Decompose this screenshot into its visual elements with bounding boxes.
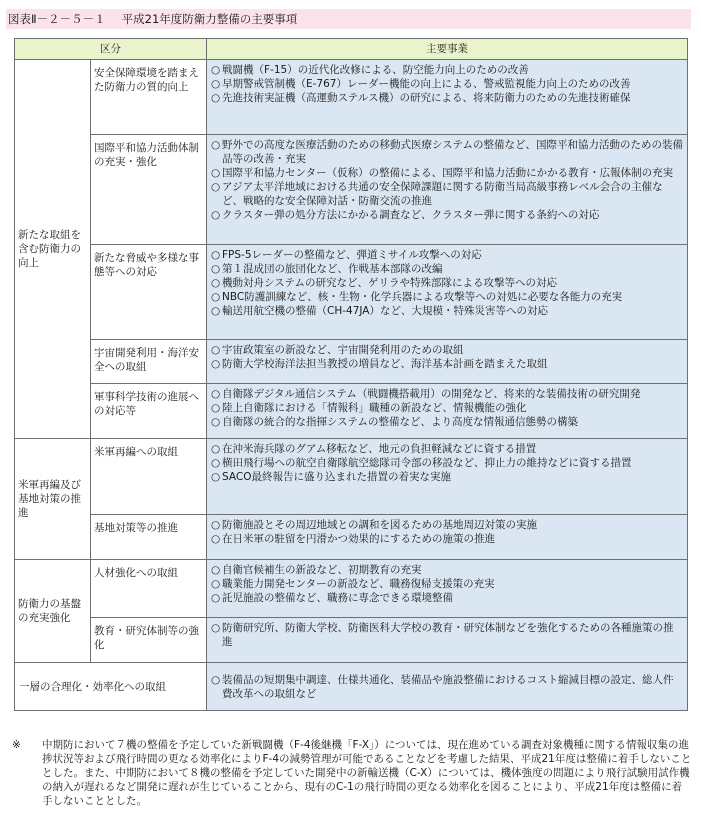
list-item <box>211 591 683 605</box>
category-cell: 防衛力の基盤の充実強化 <box>15 560 91 663</box>
subcategory-cell: 安全保障環境を踏まえた防衛力の質的向上 <box>91 60 207 135</box>
list-item-text: 在日米軍の駐留を円滑かつ効果的にするための施策の推進 <box>222 533 495 545</box>
list-item-text: 横田飛行場への航空自衛隊航空総隊司令部の移設など、抑止力の維持などに資する措置 <box>222 457 632 469</box>
table-row <box>15 439 688 515</box>
bullet-mark: ○ <box>211 533 221 545</box>
subcategory-cell: 人材強化への取組 <box>91 560 207 618</box>
table-row <box>15 340 688 384</box>
list-item-text: 防衛施設とその周辺地域との調和を図るための基地周辺対策の実施 <box>222 519 537 531</box>
list-item-text: 輸送用航空機の整備（CH-47JA）など、大規模・特殊災害等への対応 <box>222 305 548 317</box>
list-item <box>211 304 683 318</box>
figure-title: 平成21年度防衛力整備の主要事項 <box>121 12 298 26</box>
table-row <box>15 245 688 340</box>
list-item-text: 装備品の短期集中調達、仕様共通化、装備品や施設整備におけるコスト縮減目標の設定、総人件費改革への取組など <box>222 673 674 700</box>
bullet-mark: ○ <box>211 402 221 414</box>
bullet-mark: ○ <box>211 64 221 76</box>
list-item <box>211 563 683 577</box>
bullet-mark: ○ <box>211 673 221 686</box>
subcategory-cell: 教育・研究体制等の強化 <box>91 618 207 663</box>
bullet-mark: ○ <box>211 416 221 428</box>
bullet-mark: ○ <box>211 358 221 370</box>
list-item <box>211 577 683 591</box>
list-item <box>211 138 683 166</box>
table-row <box>15 515 688 560</box>
bullet-mark: ○ <box>211 564 221 576</box>
header-main: 主要事業 <box>207 39 688 60</box>
figure-title-bar <box>6 9 691 29</box>
list-item <box>211 442 683 456</box>
subcategory-cell: 米軍再編への取組 <box>91 439 207 515</box>
list-item-text: 防衛大学校海洋法担当教授の増員など、海洋基本計画を踏まえた取組 <box>222 358 548 370</box>
list-item <box>211 532 683 546</box>
list-item <box>211 63 683 77</box>
table-row <box>15 135 688 245</box>
list-item <box>211 401 683 415</box>
list-item-text: 職業能力開発センターの新設など、職務復帰支援策の充実 <box>222 578 495 590</box>
bullet-mark: ○ <box>211 578 221 590</box>
category-cell: 一層の合理化・効率化への取組 <box>15 663 207 711</box>
list-item-text: FPS-5レーダーの整備など、弾道ミサイル攻撃への対応 <box>222 249 482 261</box>
bullet-mark: ○ <box>211 457 221 469</box>
list-item-text: 自衛隊デジタル通信システム（戦闘機搭載用）の開発など、将来的な装備技術の研究開発 <box>222 388 641 400</box>
footnote-text: 中期防において７機の整備を予定していた新戦闘機（F-4後継機「F-X」）については、現在進めている調査対象機種に関する情報収集の進捗状況等および飛行時間の更なる効率化によりF-4の減勢管理が可能であることなどを考慮した結果、平成21年度は整備に着手しないこととした。また、中期防において８機の整備を予定していた開発中の新輸送機（C-X）については、機体強度の問題により飛行試験用試作機の納入が遅れるなど開発に遅れが生じていることから、現有のC-1の飛行時間の更なる効率化を図ることにより、平成21年度は整備に着手しないこととした。 <box>42 739 692 807</box>
list-item-text: 野外での高度な医療活動のための移動式医療システムの整備など、国際平和協力活動のための装備品等の改善・充実 <box>222 139 683 165</box>
bullet-mark: ○ <box>211 139 221 151</box>
list-item <box>211 208 683 222</box>
list-item <box>211 343 683 357</box>
list-item <box>211 357 683 371</box>
list-item <box>211 518 683 532</box>
list-item <box>211 456 683 470</box>
bullet-mark: ○ <box>211 344 221 356</box>
list-item-text: NBC防護訓練など、核・生物・化学兵器による攻撃等への対処に必要な各能力の充実 <box>222 291 623 303</box>
table-header-row <box>15 39 688 60</box>
list-item-text: 自衛官候補生の新設など、初期教育の充実 <box>222 564 422 576</box>
list-item-text: 早期警戒管制機（E-767）レーダー機能の向上による、警戒監視能力向上のための改善 <box>222 78 631 90</box>
bullet-mark: ○ <box>211 622 221 634</box>
main-items-cell <box>207 560 688 618</box>
list-item-text: SACO最終報告に盛り込まれた措置の着実な実施 <box>222 471 451 483</box>
table-row <box>15 384 688 439</box>
list-item-text: 第１混成団の旅団化など、作戦基本部隊の改編 <box>222 263 443 275</box>
category-cell: 米軍再編及び基地対策の推進 <box>15 439 91 560</box>
list-item <box>211 673 683 701</box>
subcategory-cell: 軍事科学技術の進展への対応等 <box>91 384 207 439</box>
bullet-mark: ○ <box>211 443 221 455</box>
table-row <box>15 663 688 711</box>
bullet-mark: ○ <box>211 263 221 275</box>
table-row <box>15 618 688 663</box>
bullet-mark: ○ <box>211 181 221 193</box>
list-item <box>211 262 683 276</box>
list-item-text: 宇宙政策室の新設など、宇宙開発利用のための取組 <box>222 344 464 356</box>
main-items-cell <box>207 515 688 560</box>
main-items-cell <box>207 618 688 663</box>
bullet-mark: ○ <box>211 305 221 317</box>
figure-label: 図表Ⅱ－２－５－１ <box>8 12 106 26</box>
list-item <box>211 91 683 105</box>
bullet-mark: ○ <box>211 592 221 604</box>
bullet-mark: ○ <box>211 249 221 261</box>
list-item-text: 国際平和協力センター（仮称）の整備による、国際平和協力活動にかかる教育・広報体制の充実 <box>222 167 674 179</box>
main-items-cell <box>207 663 688 711</box>
list-item <box>211 387 683 401</box>
bullet-mark: ○ <box>211 209 221 221</box>
bullet-mark: ○ <box>211 471 221 483</box>
header-category: 区分 <box>15 39 207 60</box>
bullet-mark: ○ <box>211 78 221 90</box>
list-item-text: 機動対舟システムの研究など、ゲリラや特殊部隊による攻撃等への対応 <box>222 277 557 289</box>
list-item-text: アジア太平洋地域における共通の安全保障課題に関する防衛当局高級事務レベル会合の主催など、戦略的な安全保障対話・防衛交流の推進 <box>222 181 663 207</box>
list-item-text: 託児施設の整備など、職務に専念できる環境整備 <box>222 592 453 604</box>
subcategory-cell: 国際平和協力活動体制の充実・強化 <box>91 135 207 245</box>
list-item <box>211 290 683 304</box>
subcategory-cell: 新たな脅威や多様な事態等への対応 <box>91 245 207 340</box>
list-item <box>211 166 683 180</box>
list-item-text: 防衛研究所、防衛大学校、防衛医科大学校の教育・研究体制などを強化するための各種施策の推進 <box>222 622 674 648</box>
bullet-mark: ○ <box>211 277 221 289</box>
main-table <box>14 38 688 711</box>
list-item <box>211 180 683 208</box>
list-item-text: 在沖米海兵隊のグアム移転など、地元の負担軽減などに資する措置 <box>222 443 537 455</box>
list-item-text: 先進技術実証機（高運動ステルス機）の研究による、将来防衛力のための先進技術確保 <box>222 92 631 104</box>
bullet-mark: ○ <box>211 291 221 303</box>
main-items-cell <box>207 135 688 245</box>
list-item <box>211 276 683 290</box>
bullet-mark: ○ <box>211 167 221 179</box>
table-body <box>15 60 688 711</box>
main-items-cell <box>207 245 688 340</box>
table-row <box>15 60 688 135</box>
list-item <box>211 470 683 484</box>
bullet-mark: ○ <box>211 519 221 531</box>
bullet-mark: ○ <box>211 388 221 400</box>
category-cell: 新たな取組を含む防衛力の向上 <box>15 60 91 439</box>
list-item-text: 陸上自衛隊における「情報科」職種の新設など、情報機能の強化 <box>222 402 527 414</box>
list-item-text: 自衛隊の統合的な指揮システムの整備など、より高度な情報通信態勢の構築 <box>222 416 578 428</box>
main-items-cell <box>207 439 688 515</box>
main-items-cell <box>207 384 688 439</box>
footnote <box>12 738 692 808</box>
list-item <box>211 77 683 91</box>
subcategory-cell: 宇宙開発利用・海洋安全への取組 <box>91 340 207 384</box>
list-item <box>211 621 683 649</box>
list-item <box>211 415 683 429</box>
list-item-text: クラスター弾の処分方法にかかる調査など、クラスター弾に関する条約への対応 <box>222 209 600 221</box>
list-item <box>211 248 683 262</box>
main-items-cell <box>207 60 688 135</box>
footnote-mark: ※ <box>12 739 21 751</box>
list-item-text: 戦闘機（F-15）の近代化改修による、防空能力向上のための改善 <box>222 64 529 76</box>
main-items-cell <box>207 340 688 384</box>
bullet-mark: ○ <box>211 92 221 104</box>
table-row <box>15 560 688 618</box>
subcategory-cell: 基地対策等の推進 <box>91 515 207 560</box>
